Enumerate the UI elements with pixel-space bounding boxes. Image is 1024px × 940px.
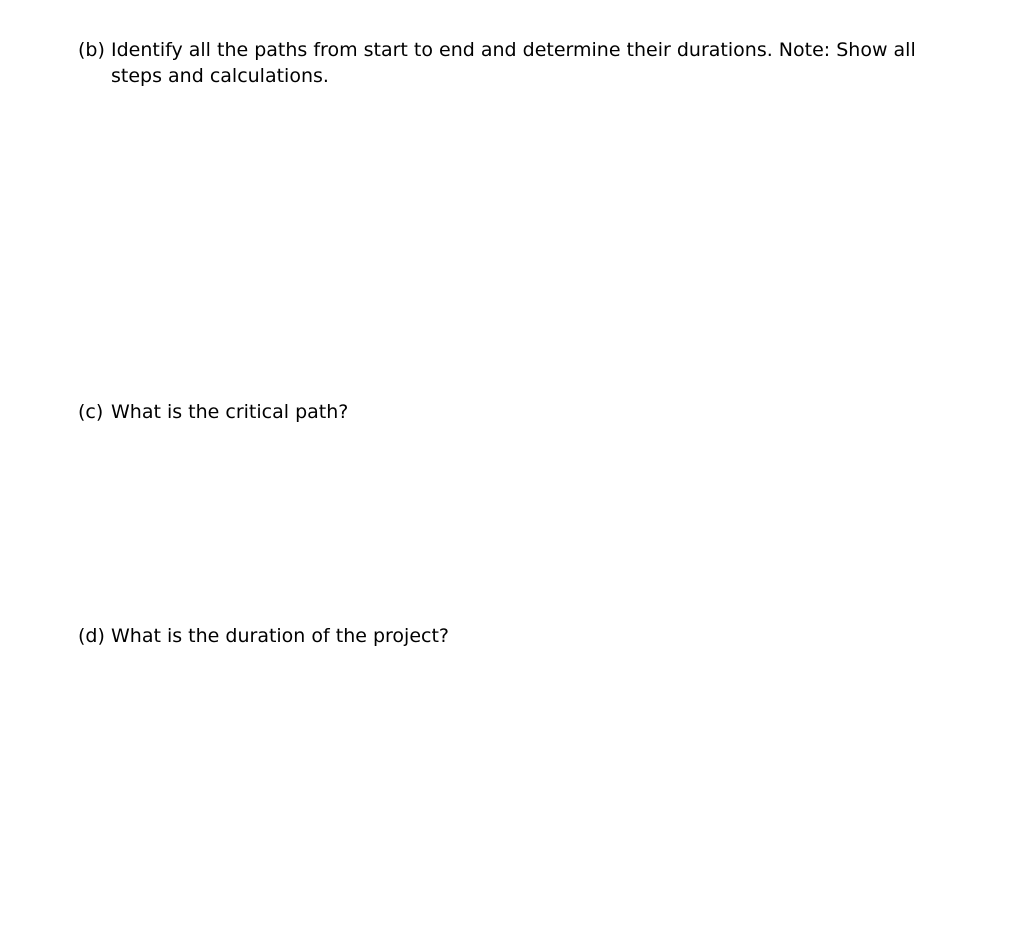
- question-text: Identify all the paths from start to end and determine their durations. Note: Show all steps and calculations.: [111, 39, 916, 87]
- question-label: (b): [78, 39, 105, 61]
- question-label: (c): [78, 401, 104, 423]
- question-d: [78, 623, 958, 649]
- question-b: [78, 37, 958, 89]
- question-label: (d): [78, 625, 105, 647]
- question-c: [78, 399, 958, 425]
- question-text: What is the critical path?: [111, 401, 349, 423]
- question-text: What is the duration of the project?: [111, 625, 449, 647]
